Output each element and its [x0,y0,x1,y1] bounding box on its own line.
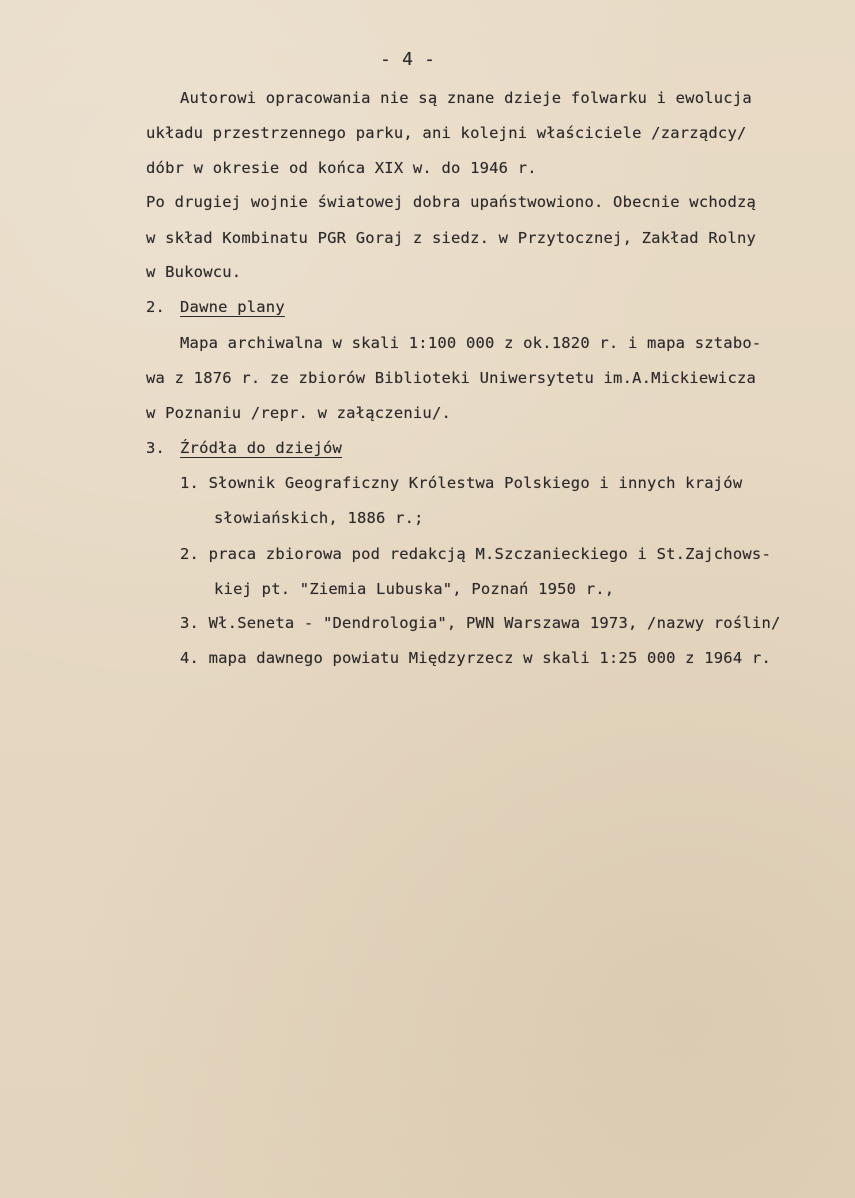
source-item-2-line-2: kiej pt. "Ziemia Lubuska", Poznań 1950 r., [214,580,615,598]
paragraph-1-line-3: dóbr w okresie od końca XIX w. do 1946 r. [146,159,537,177]
section-2-line-1: Mapa archiwalna w skali 1:100 000 z ok.1820 r. i mapa sztabo- [180,334,762,352]
page-number: - 4 - [380,49,436,70]
section-3-heading: Źródła do dziejów [180,439,343,457]
paragraph-2-line-1: Po drugiej wojnie światowej dobra upaństwowiono. Obecnie wchodzą [146,193,757,211]
section-2-line-2: wa z 1876 r. ze zbiorów Biblioteki Uniwersytetu im.A.Mickiewicza [146,369,757,387]
paragraph-2-line-2: w skład Kombinatu PGR Goraj z siedz. w Przytocznej, Zakład Rolny [146,229,757,247]
section-3-number: 3. [146,439,166,457]
paragraph-1-line-1: Autorowi opracowania nie są znane dzieje folwarku i ewolucja [180,89,752,107]
section-2-line-3: w Poznaniu /repr. w załączeniu/. [146,404,452,422]
source-item-3-line-1: 3. Wł.Seneta - "Dendrologia", PWN Warszawa 1973, /nazwy roślin/ [180,614,781,632]
source-item-1-line-1: 1. Słownik Geograficzny Królestwa Polskiego i innych krajów [180,474,743,492]
paragraph-2-line-3: w Bukowcu. [146,263,242,281]
source-item-1-line-2: słowiańskich, 1886 r.; [214,509,424,527]
section-2-number: 2. [146,298,166,316]
source-item-4-line-1: 4. mapa dawnego powiatu Międzyrzecz w skali 1:25 000 z 1964 r. [180,649,771,667]
source-item-2-line-1: 2. praca zbiorowa pod redakcją M.Szczanieckiego i St.Zajchows- [180,545,771,563]
paragraph-1-line-2: układu przestrzennego parku, ani kolejni właściciele /zarządcy/ [146,124,747,142]
section-2-heading: Dawne plany [180,298,285,316]
